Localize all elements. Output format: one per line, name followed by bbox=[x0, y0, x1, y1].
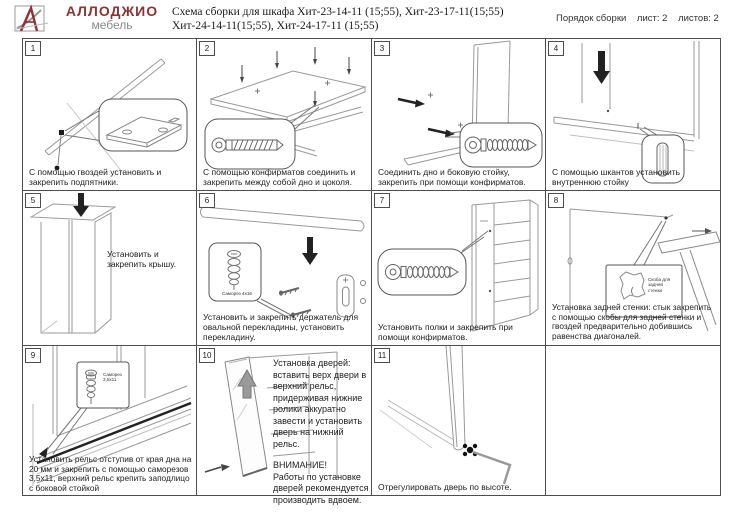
panel-1 bbox=[22, 38, 197, 191]
sheet-title bbox=[172, 5, 562, 33]
panel-number: 7 bbox=[374, 193, 390, 208]
panel-3 bbox=[371, 38, 546, 191]
panel-7 bbox=[371, 190, 546, 346]
sheet-number: лист: 2 bbox=[636, 13, 668, 24]
nails bbox=[240, 47, 351, 107]
down-arrow-icon bbox=[593, 51, 610, 84]
hardware-label: Скоба для задней стенки bbox=[648, 277, 671, 293]
door-install-text: Установка дверей: вставить верх двери в верхний рельс, придерживая нижние ролики аккуратно завести и установить дверь на нижний рельс. bbox=[273, 358, 367, 449]
panel-11-drawing bbox=[372, 346, 545, 495]
panel-number: 8 bbox=[548, 193, 564, 208]
hex-key-icon bbox=[473, 452, 510, 484]
rod-holder-icon bbox=[337, 275, 366, 317]
panel-8 bbox=[545, 190, 721, 346]
panel-number: 2 bbox=[199, 41, 215, 56]
callout-bubble bbox=[460, 123, 542, 167]
sheet-header bbox=[0, 0, 748, 38]
panel-caption: С помощью шкантов установить внутреннюю стойку bbox=[552, 166, 681, 187]
panel-number: 11 bbox=[374, 348, 390, 363]
sheet-title-line2: Хит-24-14-11(15;55), Хит-24-17-11 (15;55) bbox=[172, 20, 379, 32]
sheets-total: листов: 2 bbox=[678, 13, 719, 24]
panel-caption: Установить и закрепить держатель для овальной перекладины, установить перекладину. bbox=[203, 311, 359, 342]
roller-adjuster-icon bbox=[463, 444, 477, 456]
brand-block bbox=[56, 4, 168, 32]
empty-cell bbox=[545, 345, 721, 496]
down-arrow-icon bbox=[302, 237, 318, 265]
callout-bubble bbox=[378, 249, 466, 295]
sheet-title-line1: Схема сборки для шкафа Хит-23-14-11 (15;55), Хит-23-17-11(15;55) bbox=[172, 6, 504, 18]
panel-number: 9 bbox=[25, 348, 41, 363]
callout-bubble bbox=[99, 99, 187, 151]
panel-caption bbox=[273, 358, 369, 506]
hardware-label: Саморез 3,5х11 bbox=[103, 372, 122, 383]
sheet-numbering bbox=[556, 13, 727, 24]
panel-4 bbox=[545, 38, 721, 191]
callout-lines bbox=[458, 231, 488, 255]
panel-caption: С помощью конфирматов соединить и закрепить между собой дно и цоколя. bbox=[203, 166, 356, 187]
panel-caption: Установка задней стенки: стык закрепить с помощью скобы для задней стенки и гвоздей предварительно добившись равенства диагоналей. bbox=[552, 301, 712, 342]
panel-10 bbox=[196, 345, 372, 505]
order-label: Порядок сборки bbox=[556, 13, 627, 24]
hardware-label: Саморез 4х16 bbox=[222, 291, 252, 296]
bottom-arrow-icon bbox=[205, 464, 230, 472]
panel-number: 3 bbox=[374, 41, 390, 56]
nail-point bbox=[59, 130, 64, 135]
wardrobe-shelves bbox=[472, 200, 538, 331]
callout-lines bbox=[634, 221, 666, 265]
oval-rod bbox=[201, 207, 365, 231]
brand-name: АЛЛОДЖИО bbox=[65, 3, 159, 19]
carcass-lines bbox=[554, 41, 699, 151]
panel-caption: Соединить дно и боковую стойку, закрепить при помощи конфирматов. bbox=[378, 166, 526, 187]
panel-caption: Установить полки и закрепить при помощи конфирматов. bbox=[378, 321, 513, 342]
callout-bubble bbox=[77, 362, 129, 408]
brand-subtitle: мебель bbox=[91, 18, 133, 32]
panel-number: 6 bbox=[199, 193, 215, 208]
panel-11 bbox=[371, 345, 546, 496]
panel-9 bbox=[22, 345, 197, 496]
panel-caption: Установить рельс отступив от края дна на 20 мм и закрепить с помощью саморезов 3,5х11, верхний рельс крепить заподлицо с боковой стойкой bbox=[29, 453, 192, 494]
brand-logo-icon bbox=[14, 5, 50, 32]
screws bbox=[398, 93, 463, 138]
panel-5 bbox=[22, 190, 197, 346]
wardrobe-carcass bbox=[31, 204, 115, 333]
panel-number: 4 bbox=[548, 41, 564, 56]
panel-number: 10 bbox=[199, 348, 215, 363]
warning-title: ВНИМАНИЕ! bbox=[273, 460, 327, 471]
panel-number: 1 bbox=[25, 41, 41, 56]
panel-caption: Отрегулировать дверь по высоте. bbox=[378, 481, 512, 492]
door-edge bbox=[380, 346, 465, 450]
panel-2 bbox=[196, 38, 372, 191]
warning-body: Работы по установке дверей рекомендуется производить вдвоем. bbox=[273, 471, 369, 505]
panel-caption: С помощью гвоздей установить и закрепить подпятники. bbox=[29, 166, 162, 187]
panel-caption: Установить и закрепить крышу. bbox=[107, 249, 176, 270]
panel-number: 5 bbox=[25, 193, 41, 208]
panel-6 bbox=[196, 190, 372, 346]
